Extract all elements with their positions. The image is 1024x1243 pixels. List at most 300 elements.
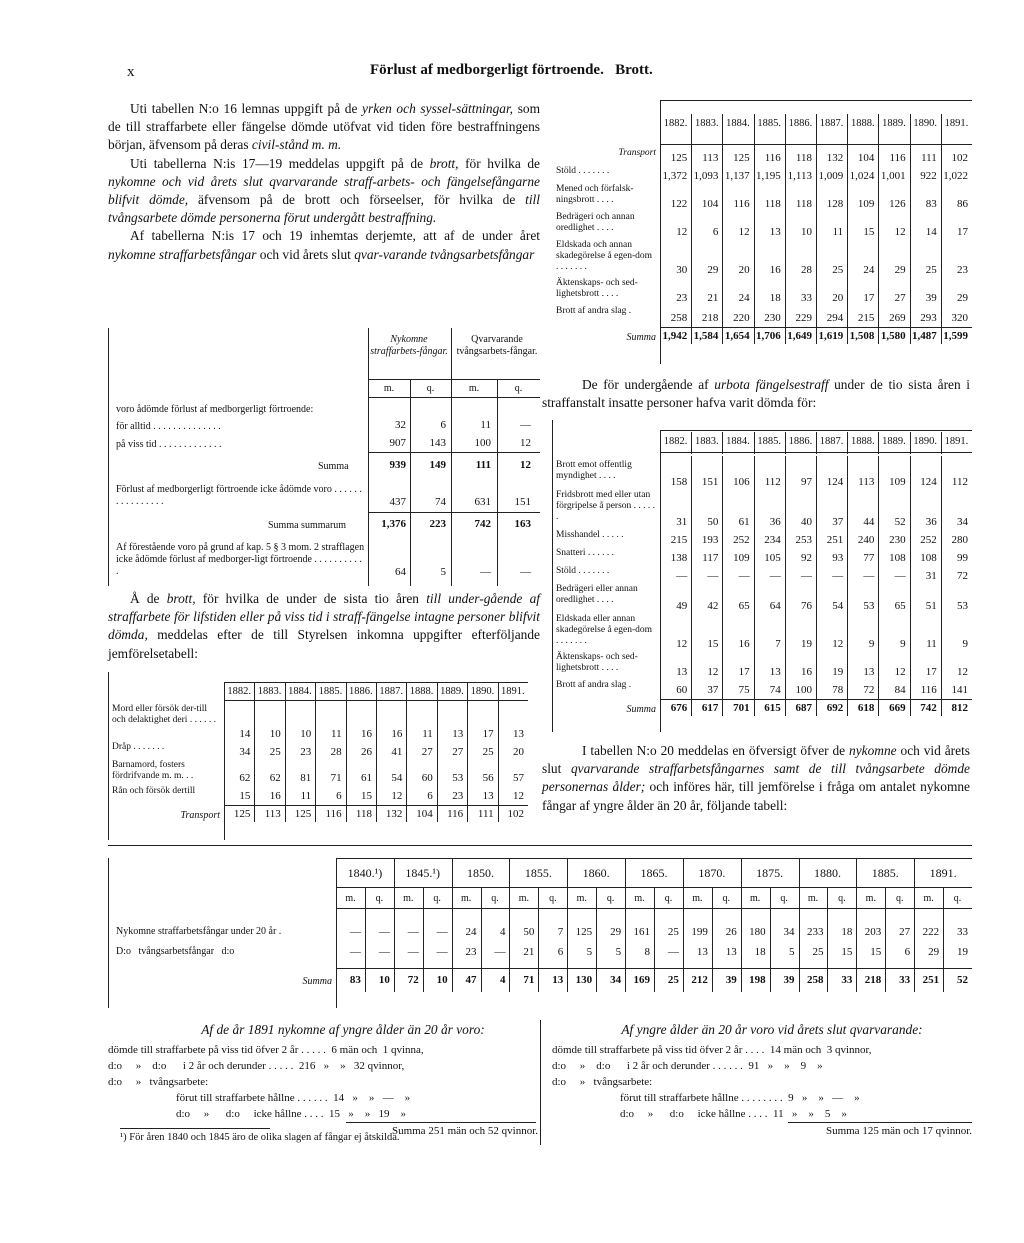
table-cell: 27 [421,746,433,758]
table-cell: 233 [806,926,824,938]
table-cell: 1,376 [381,518,406,530]
table-cell: — [676,570,688,582]
table-cell: 17 [482,728,494,740]
row-label: Nykomne straffarbetsfångar under 20 år . [116,926,282,937]
table-cell: 20 [512,746,524,758]
table-cell: 20 [738,264,750,276]
table-cell: 93 [832,552,844,564]
table-brott-2 [552,100,972,364]
table-cell: 12 [707,666,719,678]
table-cell: 5 [586,946,593,958]
total-cell: 113 [264,808,281,820]
table-cell: 23 [300,746,312,758]
table-cell: 61 [360,772,372,784]
table-cell: 11 [480,419,491,431]
table-cell: 17 [956,226,968,238]
total-cell: 33 [899,974,911,986]
total-cell: 701 [733,702,750,714]
table-cell: 15 [870,946,882,958]
table-cell: 36 [925,516,937,528]
table-cell: 16 [738,638,750,650]
year-header: 1885. [871,866,899,880]
total-cell: 617 [701,702,719,714]
table-cell: 116 [733,198,750,210]
table-cell: 223 [429,518,446,530]
total-cell: 102 [507,808,524,820]
table-cell: 23 [956,264,968,276]
total-cell: 258 [806,974,824,986]
table-brott-1 [108,672,528,840]
table-cell: 15 [863,226,875,238]
bottom-right-title: Af yngre ålder än 20 år voro vid årets slut qvarvarande: [621,1022,923,1037]
sub-m: m. [923,893,934,904]
bottom-left-summa: Summa 251 män och 52 qvinnor. [391,1125,538,1137]
sub-q: q. [426,383,435,394]
table-cell: 12 [676,638,688,650]
table-cell: 25 [482,746,494,758]
table-cell: 252 [920,534,937,546]
total-cell: 111 [477,808,494,820]
total-cell: 251 [922,974,940,986]
summa-summarum-label: Summa summarum [268,520,347,531]
table-cell: 54 [391,772,403,784]
table-cell: 112 [764,476,781,488]
year-header: 1882. [663,436,688,447]
table-cell: — [520,566,531,578]
table-cell: 51 [925,600,937,612]
total-cell: 116 [447,808,464,820]
table-cell: 5 [440,566,446,578]
table-cell: 218 [701,312,719,324]
table-cell: 193 [701,534,719,546]
table-cell: 65 [894,600,906,612]
table-cell: 23 [465,946,477,958]
year-header: 1887. [819,436,844,447]
total-cell: 39 [783,974,795,986]
row-label: Bedrägeri eller annan oredlighet . . . . [556,584,638,605]
total-cell: 812 [951,702,968,714]
table-cell: 5 [789,946,795,958]
total-cell: 1,706 [756,330,781,342]
table-cell: 124 [920,476,937,488]
table-cell: 37 [832,516,844,528]
table-cell: 6 [712,226,719,238]
table-cell: 74 [769,684,781,696]
bottom-right-line: dömde till straffarbete på viss tid öfver 2 år . . . . 14 män och 3 qvinnor, [552,1044,872,1056]
table-cell: 6 [557,946,564,958]
table-cell: 19 [832,666,844,678]
sub-q: q. [433,893,441,904]
table-cell: 11 [422,728,433,740]
table-cell: 54 [832,600,844,612]
table-cell: — [832,570,844,582]
row-label: Mened och förfalsk-ningsbrott . . . . [556,184,634,205]
table-cell: 105 [764,552,781,564]
year-header: 1875. [756,866,784,880]
year-header: 1889. [882,118,906,129]
table-cell: — [738,570,750,582]
table-cell: 907 [389,437,406,449]
table-cell: 6 [904,946,911,958]
table-cell: 11 [300,790,312,802]
table-cell: 25 [667,926,679,938]
table-cell: 922 [920,170,937,182]
table-cell: 72 [863,684,875,696]
total-cell: 132 [385,808,403,820]
total-cell: 169 [633,974,650,986]
row-label: Rån och försök dertill [112,786,196,796]
table-cell: 280 [951,534,968,546]
sub-q: q. [838,893,846,904]
table-cell: 53 [956,600,968,612]
table-cell: 29 [610,926,622,938]
table-cell: 11 [330,728,342,740]
table-cell: 13 [512,728,524,740]
bottom-right-line: d:o » d:o i 2 år och derunder . . . . . . 91 » » 9 » [552,1060,823,1072]
table-cell: 240 [857,534,875,546]
total-cell: 742 [920,702,937,714]
table-cell: 161 [633,926,650,938]
table-cell: 125 [575,926,593,938]
total-cell: 104 [416,808,433,820]
sub-q: q. [514,383,523,394]
table-cell: 109 [733,552,750,564]
year-header: 1889. [440,686,464,697]
table-cell: 9 [868,638,875,650]
table-cell: — [349,946,361,958]
table-cell: 199 [691,926,708,938]
table-cell: 18 [769,292,781,304]
row-label: Förlust af medborgerligt förtroende icke ådömde voro . . . . . . . . . . . . . . . . [116,484,362,507]
year-header: 1865. [640,866,668,880]
table-cell: 293 [920,312,937,324]
table-cell: 78 [832,684,844,696]
table-cell: 151 [514,496,531,508]
table-cell: 29 [894,264,906,276]
table-cell: 258 [670,312,688,324]
table-cell: 17 [925,666,937,678]
year-header: 1890. [913,436,937,447]
table-cell: 97 [800,476,812,488]
table-cell: 44 [863,516,875,528]
table-cell: 23 [676,292,688,304]
table-cell: 269 [889,312,906,324]
table-cell: 151 [701,476,719,488]
table-cell: 6 [336,790,342,802]
table-cell: 163 [514,518,531,530]
table-cell: 57 [512,772,524,784]
table-cell: 11 [926,638,937,650]
table-cell: 50 [523,926,535,938]
sub-q: q. [722,893,731,904]
table-cell: 111 [921,152,937,164]
table-urbota [552,420,972,732]
bottom-right-line: d:o » tvångsarbete: [552,1076,653,1088]
table-cell: — [494,946,506,958]
row-label: Brott emot offentlig myndighet . . . . [556,460,632,481]
right-text-urbota: De för undergående af urbota fängelsestraff under de tio sista åren i straffanstalt insatte personer hafva varit dömda för: [542,377,970,411]
table-alder [108,858,972,1008]
table-cell: 138 [670,552,688,564]
total-cell: 130 [575,974,593,986]
row-label: på viss tid . . . . . . . . . . . . . [116,439,222,450]
table-cell: 294 [826,312,844,324]
table-cell: 29 [956,292,968,304]
table-cell: 33 [956,926,968,938]
right-text-alder: I tabellen N:o 20 meddelas en öfversigt öfver de nykomne och vid årets slut qvarvarande straffarbetsfångarnes samt de till tvångsarbete dömde personernas ålder; och införes här, till jemförelse i fråga om antalet nykomne fångar af yngre ålder än 20 år, följande tabell: [542,743,971,813]
table-cell: 113 [858,476,875,488]
table-cell: 111 [475,459,491,471]
table-cell: 20 [832,292,844,304]
year-header: 1850. [467,866,495,880]
total-cell: 52 [956,974,968,986]
row-label: Dråp . . . . . . . [112,742,165,752]
table-cell: 25 [812,946,824,958]
table-cell: 109 [857,198,875,210]
bottom-right-summa: Summa 125 män och 17 qvinnor. [825,1125,972,1137]
year-header: 1884. [726,436,750,447]
table-cell: 56 [482,772,494,784]
row-label: Barnamord, fosters fördrifvande m. m. . . [112,760,194,781]
table-cell: 1,372 [662,170,688,182]
row-label: Mord eller försök der-till och delaktighet deri . . . . . . [112,704,216,725]
table-cell: 13 [725,946,737,958]
table-cell: — [378,946,390,958]
table-cell: 50 [707,516,719,528]
sub-m: m. [692,893,703,904]
table-cell: — [707,570,719,582]
table-cell: 1,009 [818,170,844,182]
table-cell: 230 [889,534,906,546]
table-cell: 125 [733,152,750,164]
table-cell: 118 [795,152,812,164]
table-cell: 1,024 [849,170,875,182]
table-cell: 118 [795,198,812,210]
sub-q: q. [664,893,673,904]
total-cell: 1,487 [912,330,937,342]
table-cell: 220 [733,312,750,324]
table-cell: 24 [738,292,750,304]
table-cell: 116 [889,152,906,164]
total-cell: 34 [610,974,622,986]
table-cell: 124 [826,476,844,488]
sub-m: m. [865,893,876,904]
table-cell: 39 [925,292,937,304]
table-cell: 1,022 [943,170,968,182]
year-header: 1891. [944,118,969,129]
table-cell: 26 [360,746,372,758]
table-cell: 15 [707,638,719,650]
year-header: 1886. [788,436,813,447]
table-cell: 14 [239,728,251,740]
table-cell: 100 [795,684,812,696]
table-cell: 117 [702,552,719,564]
total-cell: 83 [349,974,361,986]
table-cell: 60 [421,772,433,784]
table-cell: 29 [707,264,719,276]
table-cell: 49 [676,600,688,612]
table-cell: 28 [800,264,812,276]
sub-q: q. [780,893,788,904]
table-cell: 9 [900,638,906,650]
year-header: 1888. [850,118,875,129]
table-cell: 92 [800,552,812,564]
year-header: 1845.¹) [405,866,441,880]
total-cell: 47 [465,974,477,986]
total-cell: 25 [667,974,679,986]
total-cell: 1,649 [787,330,812,342]
sub-m: m. [460,893,472,904]
table-cell: 16 [769,264,781,276]
table-cell: 12 [956,666,968,678]
table-cell: 6 [440,419,446,431]
table-cell: 16 [800,666,812,678]
table-cell: 27 [899,926,911,938]
total-cell: 692 [826,702,844,714]
total-cell: 72 [407,974,419,986]
table-cell: 31 [925,570,937,582]
year-header: 1882. [663,118,688,129]
table-cell: 25 [832,264,844,276]
table-cell: 9 [962,638,968,650]
year-header: 1887. [379,686,403,697]
table-cell: 230 [764,312,781,324]
table-cell: 34 [783,926,795,938]
table-cell: 17 [863,292,875,304]
table-cell: 252 [733,534,750,546]
row-label: Bedrägeri och annan oredlighet . . . . [556,212,635,233]
bottom-right-line: förut till straffarbete hållne . . . . . . . . 9 » » — » [620,1092,860,1104]
table-cell: 21 [707,292,719,304]
table-cell: 215 [857,312,875,324]
table-cell: 12 [520,459,531,471]
year-header: 1890. [470,686,495,697]
table-cell: — [436,946,448,958]
table-cell: 13 [696,946,708,958]
table-cell: 251 [826,534,844,546]
table-cell: 13 [452,728,464,740]
table-cell: 26 [725,926,737,938]
table-cell: 118 [764,198,781,210]
table-cell: 23 [452,790,464,802]
total-cell: 125 [294,808,312,820]
year-header: 1860. [582,866,610,880]
table-cell: 72 [956,570,968,582]
mid-text: Å de brott, för hvilka de under de sista tio åren till under-gående af straffarbete för lifstiden eller på viss tid i straff-fängelse intagne personer blifvit dömda, meddelas efter de till Styrelsen inkomna uppgifter efterföljande jemförelsetabell: [108,591,540,661]
table-cell: 52 [894,516,906,528]
table-cell: 32 [395,419,406,431]
table-cell: — [480,566,491,578]
table-cell: 65 [738,600,750,612]
table-cell: 14 [925,226,937,238]
table-cell: 7 [775,638,781,650]
table-cell: 12 [894,666,906,678]
total-cell: 618 [857,702,875,714]
sub-m: m. [750,893,761,904]
table-cell: 116 [764,152,781,164]
table-cell: 31 [676,516,688,528]
table-cell: 18 [841,926,853,938]
table-cell: 12 [512,790,524,802]
table-cell: — [863,570,875,582]
table-cell: 15 [841,946,853,958]
total-cell: 1,942 [662,330,688,342]
table-cell: 16 [269,790,281,802]
table-cell: 75 [738,684,750,696]
table-cell: 64 [395,566,406,578]
row-label: Brott af andra slag . [556,680,632,690]
total-cell: 1,654 [724,330,750,342]
table-cell: 143 [429,437,446,449]
table-cell: 5 [615,946,622,958]
table-cell: — [520,419,531,431]
table-cell: 180 [749,926,766,938]
table-cell: 12 [832,638,844,650]
table-cell: 4 [499,926,506,938]
sub-m: m. [807,893,819,904]
row-label: Eldskada eller annan skadegörelse å egen-dom . . . . . . . [556,614,653,646]
bottom-right-line: d:o » d:o icke hållne . . . . 11 » » 5 » [620,1108,847,1120]
sub-q: q. [491,893,499,904]
table-cell: — [894,570,906,582]
row-label: Fridsbrott med eller utan förgripelse å person . . . . . . [556,490,656,522]
table-cell: 53 [452,772,464,784]
year-header: 1890. [913,118,937,129]
total-cell: 669 [889,702,906,714]
year-header: 1884. [288,686,312,697]
table-cell: 37 [707,684,719,696]
table-cell: 234 [764,534,781,546]
bottom-right-block [552,1022,972,1137]
table-cell: 36 [769,516,781,528]
table-cell: 74 [435,496,446,508]
year-header: 1886. [788,118,813,129]
table-cell: 10 [300,728,312,740]
table-cell: — [769,570,781,582]
table-cell: 18 [754,946,766,958]
year-header: 1891. [944,436,969,447]
table-cell: — [436,926,448,938]
table-cell: 27 [894,292,906,304]
table-cell: 40 [800,516,812,528]
table-cell: 1,001 [880,170,906,182]
row-label: Äktenskaps- och sed-lighetsbrott . . . . [556,278,638,299]
table-cell: 76 [800,600,812,612]
year-header: 1880. [813,866,841,880]
table-cell: 41 [391,746,403,758]
table-cell: 34 [956,516,968,528]
total-cell: 13 [552,974,564,986]
table-cell: 64 [769,600,781,612]
year-header: 1886. [348,686,373,697]
year-header: 1882. [227,686,251,697]
table-cell: 8 [644,946,650,958]
table-cell: 116 [920,684,937,696]
table-cell: 141 [951,684,968,696]
year-header: 1855. [524,866,552,880]
table-cell: 71 [330,772,342,784]
table-cell: 122 [670,198,688,210]
table-cell: 253 [795,534,812,546]
year-header: 1884. [726,118,750,129]
table-cell: 81 [300,772,312,784]
row-label: Eldskada och annan skadegörelse å egen-dom . . . . . . . [556,240,653,272]
table-cell: 29 [928,946,940,958]
total-cell: 118 [355,808,372,820]
table-cell: 27 [452,746,464,758]
table-cell: 53 [863,600,875,612]
table-cell: 229 [795,312,812,324]
